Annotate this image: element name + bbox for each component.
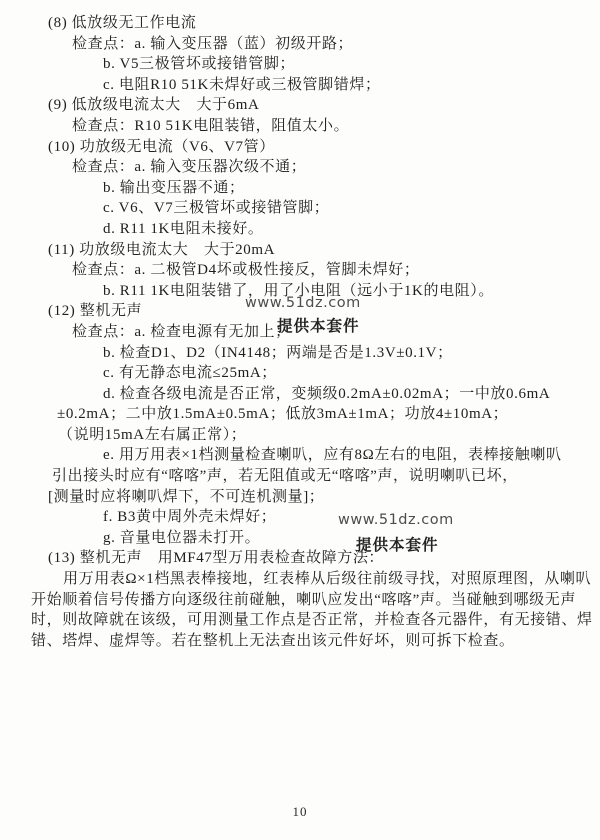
section-heading: (11) 功放级电流太大 大于20mA (48, 241, 276, 258)
checkpoint-item: f. B3黄中周外壳未焊好； (103, 509, 277, 526)
paragraph-line: 用万用表Ω×1档黑表棒接地，红表棒从后级往前级寻找，对照原理图，从喇叭 (63, 571, 592, 588)
section-heading: (10) 功放级无电流（V6、V7管） (48, 138, 275, 155)
checkpoint-item: d. R11 1K电阻未接好。 (103, 220, 264, 237)
paragraph-line: 开始顺着信号传播方向逐级往前碰触，喇叭应发出“喀喀”声。当碰触到哪级无声 (31, 591, 576, 608)
page-number: 10 (292, 804, 308, 819)
checkpoint-line: 检查点：a. 输入变压器（蓝）初级开路； (72, 35, 354, 52)
checkpoint-line: 检查点：a. 二极管D4坏或极性接反，管脚未焊好； (72, 262, 420, 279)
checkpoint-line: 检查点：R10 51K电阻装错，阻值太小。 (72, 117, 350, 134)
checkpoint-item: d. 检查各级电流是否正常，变频级0.2mA±0.02mA；一中放0.6mA (103, 385, 551, 402)
wrapped-text-line: （说明15mA左右属正常）； (58, 426, 247, 443)
wrapped-text-line: ±0.2mA；二中放1.5mA±0.5mA；低放3mA±1mA；功放4±10mA； (57, 406, 509, 423)
checkpoint-item: b. 检查D1、D2（IN4148；两端是否是1.3V±0.1V； (103, 344, 453, 361)
section-heading: (8) 低放级无工作电流 (48, 15, 197, 31)
checkpoint-item: b. R11 1K电阻装错了，用了小电阻（远小于1K的电阻）。 (103, 282, 494, 299)
wrapped-text-line: [测量时应将喇叭焊下，不可连机测量]； (48, 488, 325, 505)
watermark-url: www.51dz.com (338, 512, 454, 528)
checkpoint-item: g. 音量电位器未打开。 (103, 529, 261, 546)
checkpoint-item: c. V6、V7三极管坏或接错管脚； (103, 200, 330, 217)
checkpoint-line: 检查点：a. 检查电源有无加上； (72, 323, 291, 340)
checkpoint-item: c. 电阻R10 51K未焊好或三极管脚错焊； (103, 76, 381, 93)
checkpoint-item: c. 有无静态电流≤25mA； (103, 365, 277, 382)
watermark-url: www.51dz.com (245, 295, 361, 311)
watermark-caption: 提供本套件 (277, 317, 360, 335)
section-heading: (13) 整机无声 用MF47型万用表检查故障方法： (48, 550, 385, 567)
wrapped-text-line: 引出接头时应有“喀喀”声，若无阻值或无“喀喀”声，说明喇叭已坏， (52, 468, 518, 485)
checkpoint-item: b. 输出变压器不通； (103, 179, 245, 196)
paragraph-line: 错、塔焊、虚焊等。若在整机上无法查出该元件好坏，则可拆下检查。 (31, 632, 515, 649)
checkpoint-item: e. 用万用表×1档测量检查喇叭，应有8Ω左右的电阻，表棒接触喇叭 (103, 447, 562, 464)
watermark-caption: 提供本套件 (356, 536, 439, 554)
checkpoint-item: b. V5三极管坏或接错管脚； (103, 56, 296, 73)
paragraph-line: 时，则故障就在该级，可用测量工作点是否正常，并检查各元器件，有无接错、焊 (31, 612, 593, 629)
section-heading: (12) 整机无声 (48, 303, 143, 320)
checkpoint-line: 检查点：a. 输入变压器次级不通； (72, 159, 307, 176)
section-heading: (9) 低放级电流太大 大于6mA (48, 97, 260, 114)
